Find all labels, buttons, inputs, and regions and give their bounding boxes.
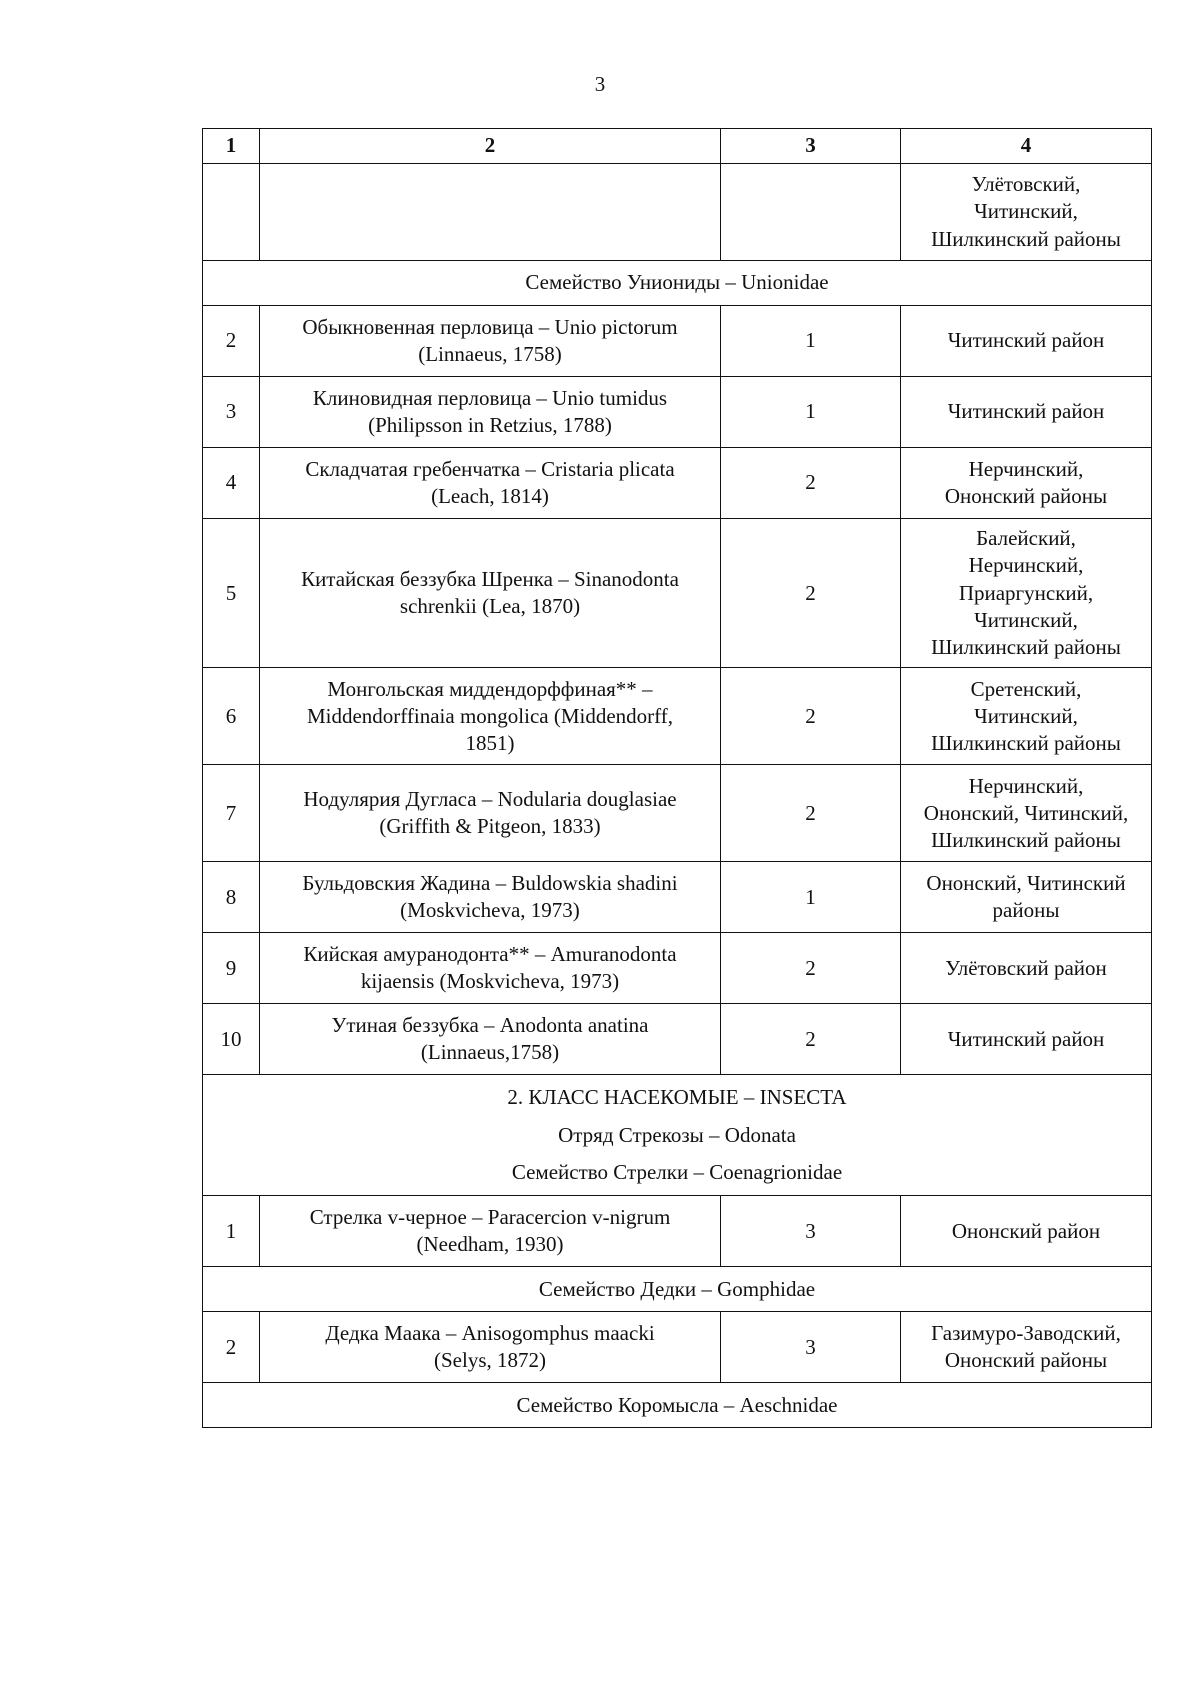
district-line: Шилкинский районы [931, 828, 1121, 853]
district-line: Читинский район [947, 1026, 1105, 1051]
number-cell: 7 [203, 765, 260, 862]
table-row [203, 377, 1152, 448]
header-cell: 1 [203, 129, 260, 164]
species-line: (Philipsson in Retzius, 1788) [368, 413, 612, 437]
category-cell: 2 [721, 668, 901, 765]
district-line: Ононский, Читинский, [923, 800, 1129, 825]
species-line: (Selys, 1872) [434, 1348, 546, 1373]
number-cell: 5 [203, 519, 260, 668]
district-line: Ононский районы [944, 1348, 1108, 1373]
species-line: Складчатая гребенчатка – Cristaria plicata [305, 456, 675, 481]
species-line: Дедка Маака – Anisogomphus maacki [325, 1321, 655, 1346]
district-line: Шилкинский районы [931, 731, 1121, 756]
species-line: Бульдовския Жадина – Buldowskia shadini [302, 871, 678, 896]
districts-cell [901, 377, 1152, 448]
districts-cell [901, 933, 1152, 1004]
districts-cell [901, 668, 1152, 765]
species-line: (Linnaeus, 1758) [418, 342, 562, 366]
district-line: Читинский район [947, 328, 1105, 353]
species-line: Нодулярия Дугласа – Nodularia douglasiae [303, 787, 677, 812]
category-cell [721, 164, 901, 261]
district-line: районы [992, 898, 1060, 923]
district-line: Приаргунский, [958, 580, 1094, 605]
category-cell: 1 [721, 862, 901, 933]
category-cell: 3 [721, 1196, 901, 1267]
class-title: 2. КЛАСС НАСЕКОМЫЕ – INSECTA [507, 1085, 847, 1110]
table-row [203, 519, 1152, 668]
species-cell [260, 1004, 721, 1075]
family-heading: Семейство Униониды – Unionidae [203, 261, 1152, 306]
table-row [203, 933, 1152, 1004]
district-line: Ононский район [951, 1218, 1101, 1243]
district-line: Читинский, [974, 199, 1078, 224]
category-cell: 2 [721, 933, 901, 1004]
number-cell [203, 164, 260, 261]
species-line: Утиная беззубка – Anodonta anatina [331, 1013, 649, 1038]
species-line: (Griffith & Pitgeon, 1833) [379, 814, 601, 839]
species-cell [260, 1312, 721, 1383]
district-line: Нерчинский, [968, 456, 1084, 481]
districts-cell [901, 448, 1152, 519]
district-line: Балейский, [976, 526, 1076, 550]
number-cell: 9 [203, 933, 260, 1004]
section-row [203, 1267, 1152, 1312]
species-line: (Linnaeus,1758) [420, 1040, 560, 1065]
number-cell: 3 [203, 377, 260, 448]
species-cell [260, 862, 721, 933]
species-cell [260, 1196, 721, 1267]
table-row [203, 765, 1152, 862]
district-line: Читинский район [947, 399, 1105, 424]
species-cell [260, 377, 721, 448]
section-row [203, 1075, 1152, 1196]
species-cell [260, 933, 721, 1004]
species-line: (Moskvicheva, 1973) [400, 898, 580, 923]
districts-cell [901, 519, 1152, 668]
page-number: 3 [594, 72, 606, 96]
table-row [203, 668, 1152, 765]
species-line: Middendorffinaia mongolica (Middendorff, [306, 703, 674, 728]
category-cell: 2 [721, 519, 901, 668]
district-line: Шилкинский районы [931, 226, 1121, 251]
family-heading: Семейство Дедки – Gomphidae [203, 1267, 1152, 1312]
districts-cell [901, 1196, 1152, 1267]
number-cell: 4 [203, 448, 260, 519]
table-row [203, 862, 1152, 933]
coenagrionidae-rows [203, 1196, 1152, 1267]
class-heading-cell [203, 1075, 1152, 1196]
district-line: Ононский, Читинский [926, 871, 1126, 896]
species-line: Стрелка v-черное – Paracercion v-nigrum [309, 1205, 671, 1230]
category-cell: 2 [721, 448, 901, 519]
species-cell [260, 765, 721, 862]
table-row [203, 1312, 1152, 1383]
species-line: (Leach, 1814) [431, 484, 549, 508]
species-cell [260, 668, 721, 765]
districts-cell [901, 306, 1152, 377]
section-row [203, 1383, 1152, 1428]
species-cell [260, 306, 721, 377]
species-line: Кийская амуранодонта** – Amuranodonta [303, 942, 677, 967]
number-cell: 8 [203, 862, 260, 933]
header-cell: 3 [721, 129, 901, 164]
species-line: Монгольская миддендорффиная** – [327, 676, 653, 701]
district-line: Газимуро-Заводский, [931, 1321, 1121, 1346]
species-line: kijaensis (Moskvicheva, 1973) [360, 969, 620, 994]
district-line: Сретенский, [970, 676, 1082, 701]
district-line: Ононский районы [944, 484, 1108, 508]
order-title: Отряд Стрекозы – Odonata [558, 1122, 796, 1147]
table-row [203, 1004, 1152, 1075]
districts-cell [901, 862, 1152, 933]
district-line: Читинский, [974, 703, 1078, 728]
species-line: (Needham, 1930) [416, 1232, 564, 1257]
family-heading: Семейство Коромысла – Aeschnidae [203, 1383, 1152, 1428]
districts-cell [901, 1312, 1152, 1383]
species-cell [260, 164, 721, 261]
header-cell: 4 [901, 129, 1152, 164]
species-line: schrenkii (Lea, 1870) [399, 594, 581, 619]
header-cell: 2 [260, 129, 721, 164]
number-cell: 1 [203, 1196, 260, 1267]
number-cell: 6 [203, 668, 260, 765]
category-cell: 1 [721, 306, 901, 377]
species-line: Клиновидная перловица – Unio tumidus [312, 385, 668, 410]
number-cell: 2 [203, 306, 260, 377]
number-cell: 10 [203, 1004, 260, 1075]
district-line: Улётовский, [971, 172, 1081, 197]
category-cell: 2 [721, 1004, 901, 1075]
district-line: Читинский, [974, 607, 1078, 632]
number-cell: 2 [203, 1312, 260, 1383]
table-row [203, 306, 1152, 377]
continuation-row [203, 164, 1152, 261]
category-cell: 2 [721, 765, 901, 862]
districts-cell [901, 765, 1152, 862]
unionidae-rows [203, 306, 1152, 1075]
header-row [203, 129, 1152, 164]
section-row [203, 261, 1152, 306]
district-line: Улётовский район [945, 955, 1107, 980]
table-row [203, 448, 1152, 519]
category-cell: 3 [721, 1312, 901, 1383]
species-cell [260, 448, 721, 519]
districts-cell [901, 164, 1152, 261]
species-line: Обыкновенная перловица – Unio pictorum [302, 314, 678, 339]
district-line: Шилкинский районы [931, 635, 1121, 660]
gomphidae-rows [203, 1312, 1152, 1383]
table-row [203, 1196, 1152, 1267]
district-line: Нерчинский, [968, 553, 1084, 578]
family-heading: Семейство Стрелки – Coenagrionidae [511, 1160, 843, 1185]
species-line: 1851) [465, 731, 515, 756]
districts-cell [901, 1004, 1152, 1075]
category-cell: 1 [721, 377, 901, 448]
district-line: Нерчинский, [968, 773, 1084, 798]
species-table [202, 128, 1152, 1428]
species-cell [260, 519, 721, 668]
species-line: Китайская беззубка Шренка – Sinanodonta [301, 566, 679, 591]
